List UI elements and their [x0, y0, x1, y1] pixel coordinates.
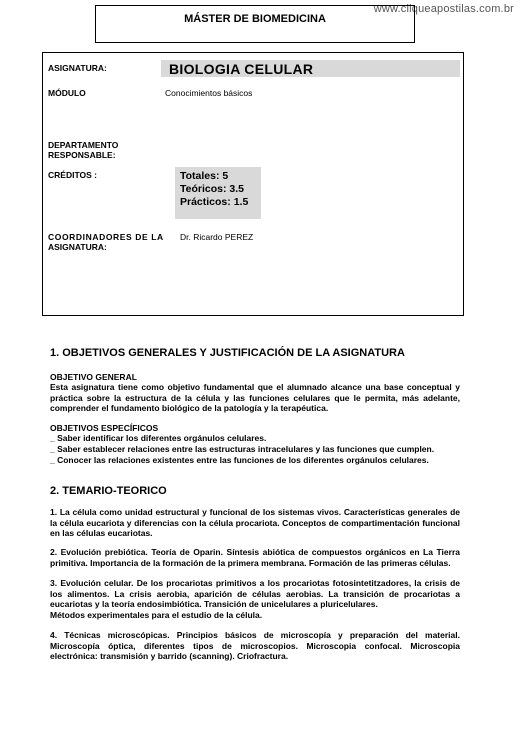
- objetivo-especifico-item: _ Saber establecer relaciones entre las estructuras intracelulares y las funciones que cumplen.: [50, 444, 435, 454]
- course-title: BIOLOGIA CELULAR: [169, 61, 314, 77]
- coordinadores-label-line2: ASIGNATURA:: [48, 242, 107, 252]
- credits-totales: Totales: 5: [180, 170, 229, 182]
- objetivo-especifico-item: _ Saber identificar los diferentes orgánulos celulares.: [50, 433, 267, 443]
- course-title-band: [161, 60, 460, 77]
- departamento-label-line1: DEPARTAMENTO: [48, 140, 119, 150]
- creditos-label: CRÉDITOS :: [48, 170, 97, 180]
- program-title-box: [95, 5, 415, 43]
- objetivo-general-text: Esta asignatura tiene como objetivo fundamental que el alumnado alcance una base conceptual y práctica sobre la estructura de la célula y las funciones celulares que le permita, más adelante, comprender el fundamento biológico de la patología y la terapéutica.: [50, 382, 460, 413]
- temario-item: 1. La célula como unidad estructural y funcional de los sistemas vivos. Características generales de la célula eucariota y diferencias con la célula procariota. Conceptos de compartimentación funcional en las células eucariotas.: [50, 507, 460, 538]
- course-info-box: [42, 52, 464, 316]
- credits-practicos: Prácticos: 1.5: [180, 196, 249, 208]
- credits-teoricos: Teóricos: 3.5: [180, 183, 244, 195]
- credits-box: [175, 167, 261, 219]
- temario-item: 4. Técnicas microscópicas. Principios básicos de microscopía y preparación del material. Microscopía óptica, diferentes tipos de microscopios. Microscopia confocal. Microscopia electrónica: transmisión y barrido (scanning). Criofractura.: [50, 630, 460, 661]
- modulo-label: MÓDULO: [48, 88, 86, 98]
- temario-item: 2. Evolución prebiótica. Teoría de Oparin. Síntesis abiótica de compuestos orgánicos en La Tierra primitiva. Importancia de la formación de la primera membrana. Formación de las primeras células.: [50, 547, 460, 568]
- temario-item: Métodos experimentales para el estudio de la célula.: [50, 610, 263, 620]
- section2-heading: 2. TEMARIO-TEORICO: [50, 485, 167, 497]
- coordinadores-value: Dr. Ricardo PEREZ: [180, 232, 254, 242]
- coordinadores-label-line1: COORDINADORES DE LA: [48, 232, 164, 242]
- program-title: MÁSTER DE BIOMEDICINA: [184, 13, 326, 25]
- modulo-value: Conocimientos básicos: [165, 88, 253, 98]
- objetivos-especificos-title: OBJETIVOS ESPECÍFICOS: [50, 423, 159, 433]
- watermark: www.cliqueapostilas.com.br: [373, 3, 514, 15]
- section1-heading: 1. OBJETIVOS GENERALES Y JUSTIFICACIÓN DE LA ASIGNATURA: [50, 347, 405, 359]
- departamento-label-line2: RESPONSABLE:: [48, 150, 116, 160]
- objetivo-general-title: OBJETIVO GENERAL: [50, 372, 137, 382]
- temario-item: 3. Evolución celular. De los procariotas primitivos a los procariotas fotosintetitzadores, la crisis de los alimentos. La crisis aerobia, aparición de células aerobias. La transición de procariotas a eucariotas y la teoría endosimbiótica. Transición de unicelulares a pluricelulares.: [50, 578, 460, 609]
- objetivo-especifico-item: _ Conocer las relaciones existentes entre las funciones de los diferentes orgánulos celulares.: [50, 455, 429, 465]
- asignatura-label: ASIGNATURA:: [48, 63, 107, 73]
